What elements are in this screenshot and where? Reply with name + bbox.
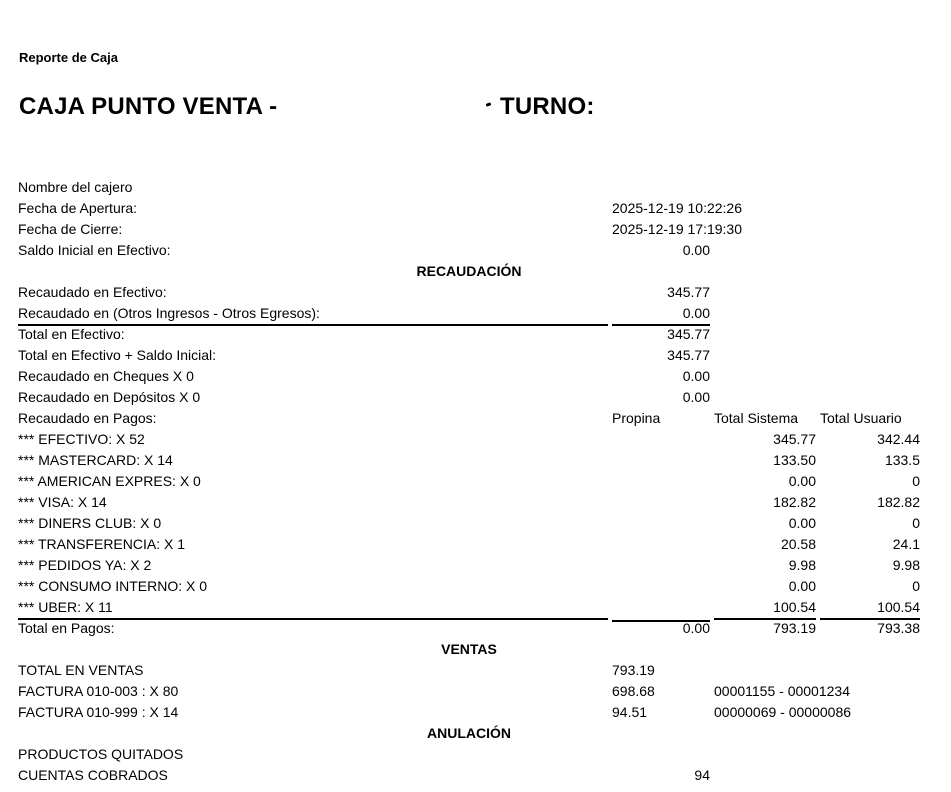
table-row [18,177,920,198]
row-label: CUENTAS COBRADOS [18,767,168,783]
cell-total-sistema: 0.00 [788,515,816,531]
cell-total-sistema: 345.77 [773,431,816,447]
cell-total-sistema: 00000069 - 00000086 [714,704,852,720]
cell-total-sistema: 0.00 [788,473,816,489]
row-label: Total en Efectivo + Saldo Inicial: [18,347,217,363]
cell-total-sistema: 182.82 [773,494,816,510]
row-label: Fecha de Apertura: [18,200,138,216]
table-row [18,765,920,786]
cell-total-usuario: 24.1 [892,536,920,552]
table-row [18,303,920,324]
table-row [18,471,920,492]
cell-propina: 2025-12-19 17:19:30 [612,221,742,237]
table-row [18,198,920,219]
cell-propina: 0.00 [682,368,710,384]
cell-total-usuario: 100.54 [820,597,920,620]
row-label: Saldo Inicial en Efectivo: [18,242,171,258]
table-row [18,282,920,303]
row-label: Recaudado en Depósitos X 0 [18,389,201,405]
cell-total-usuario: 793.38 [877,620,920,636]
cell-total-sistema: Total Sistema [714,410,799,426]
row-label: *** AMERICAN EXPRES: X 0 [18,473,201,489]
cell-propina: 0.00 [682,389,710,405]
cell-total-usuario: 182.82 [877,494,920,510]
cell-propina: Propina [612,410,661,426]
section-heading-row [18,639,920,660]
cell-total-sistema: 793.19 [773,620,816,636]
row-label: *** EFECTIVO: X 52 [18,431,145,447]
table-row [18,345,920,366]
row-label: *** PEDIDOS YA: X 2 [18,557,152,573]
row-label: Total en Pagos: [18,620,115,636]
cell-propina: 94 [694,767,710,783]
cell-propina: 345.77 [667,347,710,363]
row-label: *** TRANSFERENCIA: X 1 [18,536,186,552]
cell-total-usuario: 0 [912,473,920,489]
cell-propina: 2025-12-19 10:22:26 [612,200,742,216]
table-row [18,576,920,597]
table-row [18,429,920,450]
table-row [18,219,920,240]
section-heading-row [18,261,920,282]
cell-total-sistema: 9.98 [788,557,816,573]
table-row [18,534,920,555]
table-row [18,513,920,534]
table-row [18,492,920,513]
cell-total-sistema: 0.00 [788,578,816,594]
row-label: Recaudado en Cheques X 0 [18,368,194,384]
cell-total-sistema: 20.58 [780,536,816,552]
table-row [18,555,920,576]
cell-total-usuario: 342.44 [877,431,920,447]
redaction-artifact-mark [486,102,492,107]
table-row [18,450,920,471]
row-label: PRODUCTOS QUITADOS [18,746,184,762]
cell-propina: 0.00 [682,620,710,636]
cell-propina: 0.00 [682,242,710,258]
cell-propina: 698.68 [612,683,655,699]
row-label: *** VISA: X 14 [18,494,107,510]
row-label: Fecha de Cierre: [18,221,123,237]
cell-propina: 0.00 [612,303,710,326]
row-label: Recaudado en Pagos: [18,410,157,426]
section-heading-row [18,723,920,744]
table-row [18,660,920,681]
row-label: Nombre del cajero [18,179,133,195]
cell-propina: 345.77 [667,326,710,342]
table-row [18,366,920,387]
section-heading: ANULACIÓN [427,725,511,741]
cell-total-sistema: 00001155 - 00001234 [714,683,850,699]
cell-total-usuario: Total Usuario [820,410,902,426]
row-label: FACTURA 010-999 : X 14 [18,704,179,720]
table-row [18,744,920,765]
report-type-label: Reporte de Caja [19,50,118,65]
row-label: *** CONSUMO INTERNO: X 0 [18,578,208,594]
table-row [18,387,920,408]
cell-total-usuario: 133.5 [884,452,920,468]
table-row [18,702,920,723]
report-table [18,177,920,786]
cell-total-usuario: 9.98 [892,557,920,573]
row-label: Recaudado en Efectivo: [18,284,167,300]
section-heading: RECAUDACIÓN [416,263,522,279]
table-row [18,240,920,261]
row-label: TOTAL EN VENTAS [18,662,144,678]
page-title-caja: CAJA PUNTO VENTA - [19,93,278,120]
cell-propina: 793.19 [612,662,655,678]
section-heading: VENTAS [441,641,497,657]
page-title-turno: TURNO: [500,93,595,120]
table-row [18,408,920,429]
row-label: FACTURA 010-003 : X 80 [18,683,179,699]
row-label: *** DINERS CLUB: X 0 [18,515,162,531]
row-label: Total en Efectivo: [18,326,125,342]
row-label: *** MASTERCARD: X 14 [18,452,173,468]
table-row [18,618,920,639]
row-label: Recaudado en (Otros Ingresos - Otros Egresos): [18,303,608,326]
row-label: *** UBER: X 11 [18,597,608,620]
cell-propina: 345.77 [667,284,710,300]
cell-propina: 94.51 [612,704,648,720]
table-row [18,324,920,345]
cell-total-sistema: 133.50 [773,452,816,468]
cell-total-usuario: 0 [912,515,920,531]
table-row [18,681,920,702]
table-row [18,597,920,618]
cell-total-usuario: 0 [912,578,920,594]
cell-total-sistema: 100.54 [714,597,816,620]
